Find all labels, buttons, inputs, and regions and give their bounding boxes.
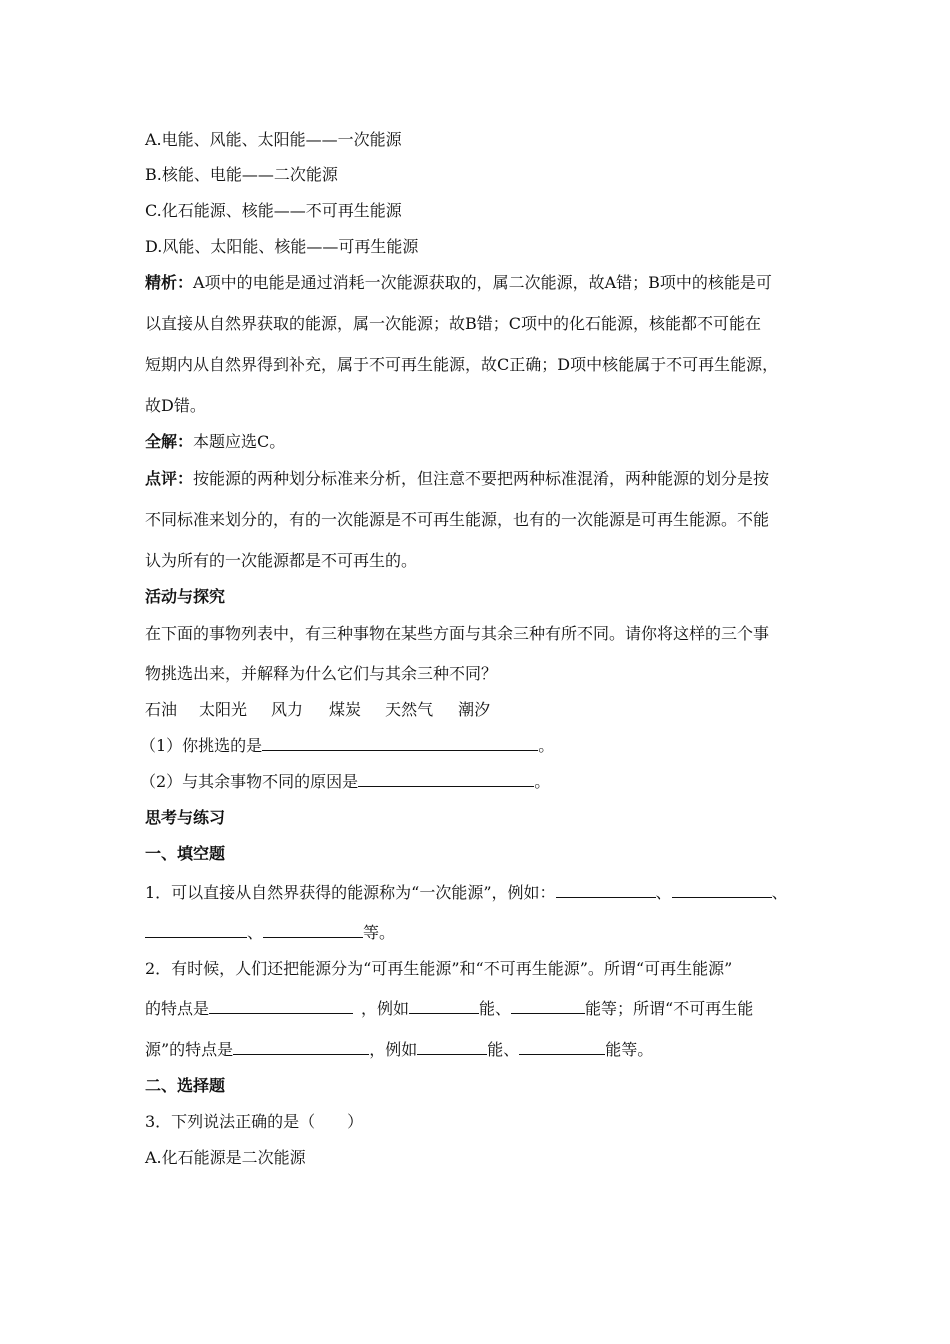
q1-line-2: 、 等。 bbox=[145, 922, 395, 944]
analysis-line-4: 故D错。 bbox=[145, 396, 206, 415]
item-oil: 石油 bbox=[145, 700, 178, 719]
section-choice: 二、选择题 bbox=[145, 1076, 226, 1095]
q2-blank-2[interactable] bbox=[409, 998, 479, 1014]
q2-line-1: 2．有时候，人们还把能源分为“可再生能源”和“不可再生能源”。所谓“可再生能源” bbox=[145, 959, 733, 978]
choice-a: A.电能、风能、太阳能——一次能源 bbox=[145, 130, 402, 149]
choice-c: C.化石能源、核能——不可再生能源 bbox=[145, 201, 402, 220]
q1-blank-3[interactable] bbox=[145, 922, 247, 938]
solution-line: 全解：本题应选C。 bbox=[145, 432, 286, 451]
q2-line-3: 源”的特点是 ，例如 能、 能等。 bbox=[145, 1040, 654, 1059]
answer-blank-2[interactable] bbox=[358, 771, 534, 787]
choice-d: D.风能、太阳能、核能——可再生能源 bbox=[145, 237, 419, 256]
q1-blank-4[interactable] bbox=[263, 922, 363, 938]
item-sunlight: 太阳光 bbox=[199, 700, 248, 719]
analysis-line-3: 短期内从自然界得到补充，属于不可再生能源，故C正确；D项中核能属于不可再生能源， bbox=[145, 355, 779, 374]
item-coal: 煤炭 bbox=[329, 700, 362, 719]
analysis-line-2: 以直接从自然界获取的能源，属一次能源；故B错；C项中的化石能源，核能都不可能在 bbox=[145, 314, 762, 333]
analysis-label: 精析： bbox=[145, 273, 194, 292]
comment-line-3: 认为所有的一次能源都是不可再生的。 bbox=[145, 551, 418, 570]
q1-blank-2[interactable] bbox=[672, 882, 772, 898]
q2-line-2: 的特点是 ，例如 能、 能等；所谓“不可再生能 bbox=[145, 999, 754, 1018]
q2-blank-3[interactable] bbox=[511, 998, 585, 1014]
activity-line-1: 在下面的事物列表中，有三种事物在某些方面与其余三种有所不同。请你将这样的三个事 bbox=[145, 624, 770, 643]
practice-heading: 思考与练习 bbox=[145, 808, 226, 827]
activity-heading: 活动与探究 bbox=[145, 587, 226, 606]
section-fill-blank: 一、填空题 bbox=[145, 844, 226, 863]
item-tide: 潮汐 bbox=[458, 700, 491, 719]
q1-blank-1[interactable] bbox=[556, 882, 656, 898]
q1-line-1: 1．可以直接从自然界获得的能源称为“一次能源”，例如： 、 、 bbox=[145, 883, 788, 902]
activity-q1: （1）你挑选的是 。 bbox=[140, 736, 555, 755]
solution-label: 全解： bbox=[145, 432, 194, 451]
q2-blank-1[interactable] bbox=[209, 998, 353, 1014]
q2-blank-4[interactable] bbox=[233, 1039, 369, 1055]
q2-blank-5[interactable] bbox=[417, 1039, 487, 1055]
q3-option-a: A.化石能源是二次能源 bbox=[145, 1148, 306, 1167]
activity-items bbox=[145, 699, 490, 721]
answer-blank-1[interactable] bbox=[262, 735, 538, 751]
q3-stem: 3．下列说法正确的是（ ） bbox=[145, 1112, 364, 1131]
comment-line-1: 点评：按能源的两种划分标准来分析，但注意不要把两种标准混淆，两种能源的划分是按 bbox=[145, 469, 770, 488]
choice-b: B.核能、电能——二次能源 bbox=[145, 165, 338, 184]
comment-label: 点评： bbox=[145, 469, 194, 488]
item-natural-gas: 天然气 bbox=[385, 700, 434, 719]
analysis-line-1: 精析：A项中的电能是通过消耗一次能源获取的，属二次能源，故A错；B项中的核能是可 bbox=[145, 273, 772, 292]
comment-line-2: 不同标准来划分的，有的一次能源是不可再生能源，也有的一次能源是可再生能源。不能 bbox=[145, 510, 770, 529]
activity-q2: （2）与其余事物不同的原因是 。 bbox=[140, 772, 551, 791]
item-wind: 风力 bbox=[271, 700, 304, 719]
activity-line-2: 物挑选出来，并解释为什么它们与其余三种不同？ bbox=[145, 664, 498, 683]
q2-blank-6[interactable] bbox=[519, 1039, 605, 1055]
